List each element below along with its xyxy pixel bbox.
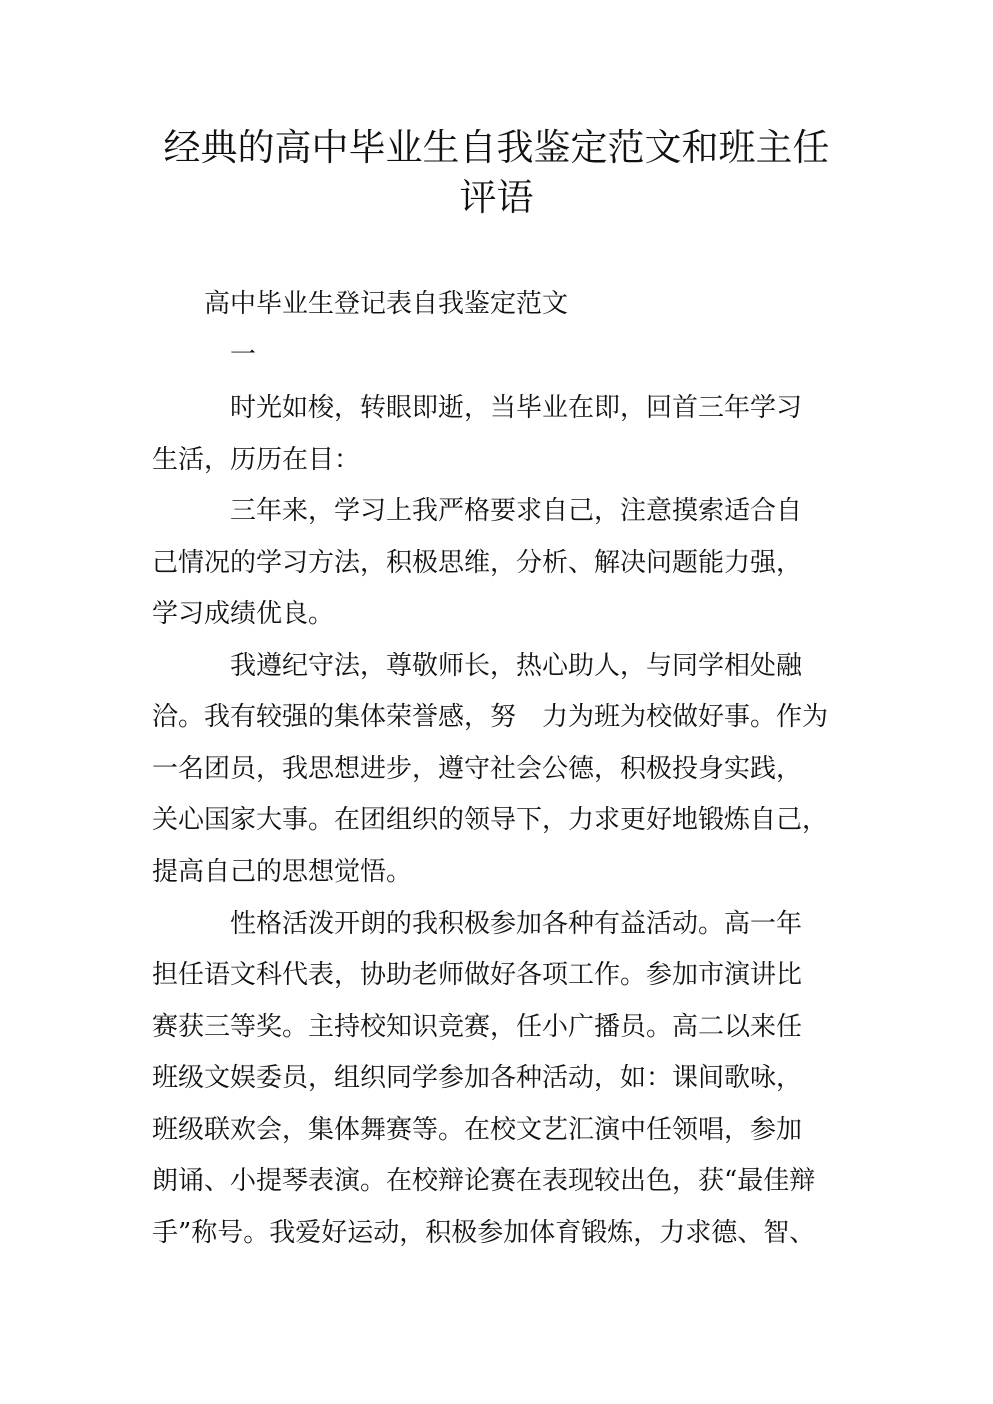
paragraph-line: 生活，历历在目： [152, 445, 361, 475]
document-title-line-1: 经典的高中毕业生自我鉴定范文和班主任 [163, 126, 830, 169]
paragraph-line: 关心国家大事。在团组织的领导下，力求更好地锻炼自己， [152, 805, 829, 835]
paragraph-line: 学习成绩优良。 [152, 599, 335, 629]
paragraph-line: 担任语文科代表，协助老师做好各项工作。参加市演讲比 [152, 960, 803, 990]
paragraph-line: 洽。我有较强的集体荣誉感，努 力为班为校做好事。作为 [152, 702, 829, 732]
paragraph-line: 朗诵、小提琴表演。在校辩论赛在表现较出色，获“最佳辩 [152, 1166, 816, 1196]
paragraph-line: 时光如梭，转眼即逝，当毕业在即，回首三年学习 [230, 393, 803, 423]
subtitle: 高中毕业生登记表自我鉴定范文 [204, 289, 569, 319]
paragraph-line: 我遵纪守法，尊敬师长，热心助人，与同学相处融 [230, 651, 803, 681]
paragraph-line: 手”称号。我爱好运动，积极参加体育锻炼，力求德、智、 [152, 1218, 816, 1248]
paragraph-line: 一名团员，我思想进步，遵守社会公德，积极投身实践， [152, 754, 803, 784]
paragraph-line: 赛获三等奖。主持校知识竞赛，任小广播员。高二以来任 [152, 1012, 803, 1042]
paragraph-line: 三年来，学习上我严格要求自己，注意摸索适合自 [230, 496, 803, 526]
document-title-line-2: 评语 [459, 176, 534, 219]
paragraph-line: 己情况的学习方法，积极思维，分析、解决问题能力强， [152, 548, 803, 578]
paragraph-line: 班级联欢会，集体舞赛等。在校文艺汇演中任领唱，参加 [152, 1115, 803, 1145]
section-marker: 一 [230, 340, 257, 370]
paragraph-line: 班级文娱委员，组织同学参加各种活动，如：课间歌咏， [152, 1063, 803, 1093]
paragraph-line: 提高自己的思想觉悟。 [152, 857, 413, 887]
paragraph-line: 性格活泼开朗的我积极参加各种有益活动。高一年 [230, 909, 803, 939]
